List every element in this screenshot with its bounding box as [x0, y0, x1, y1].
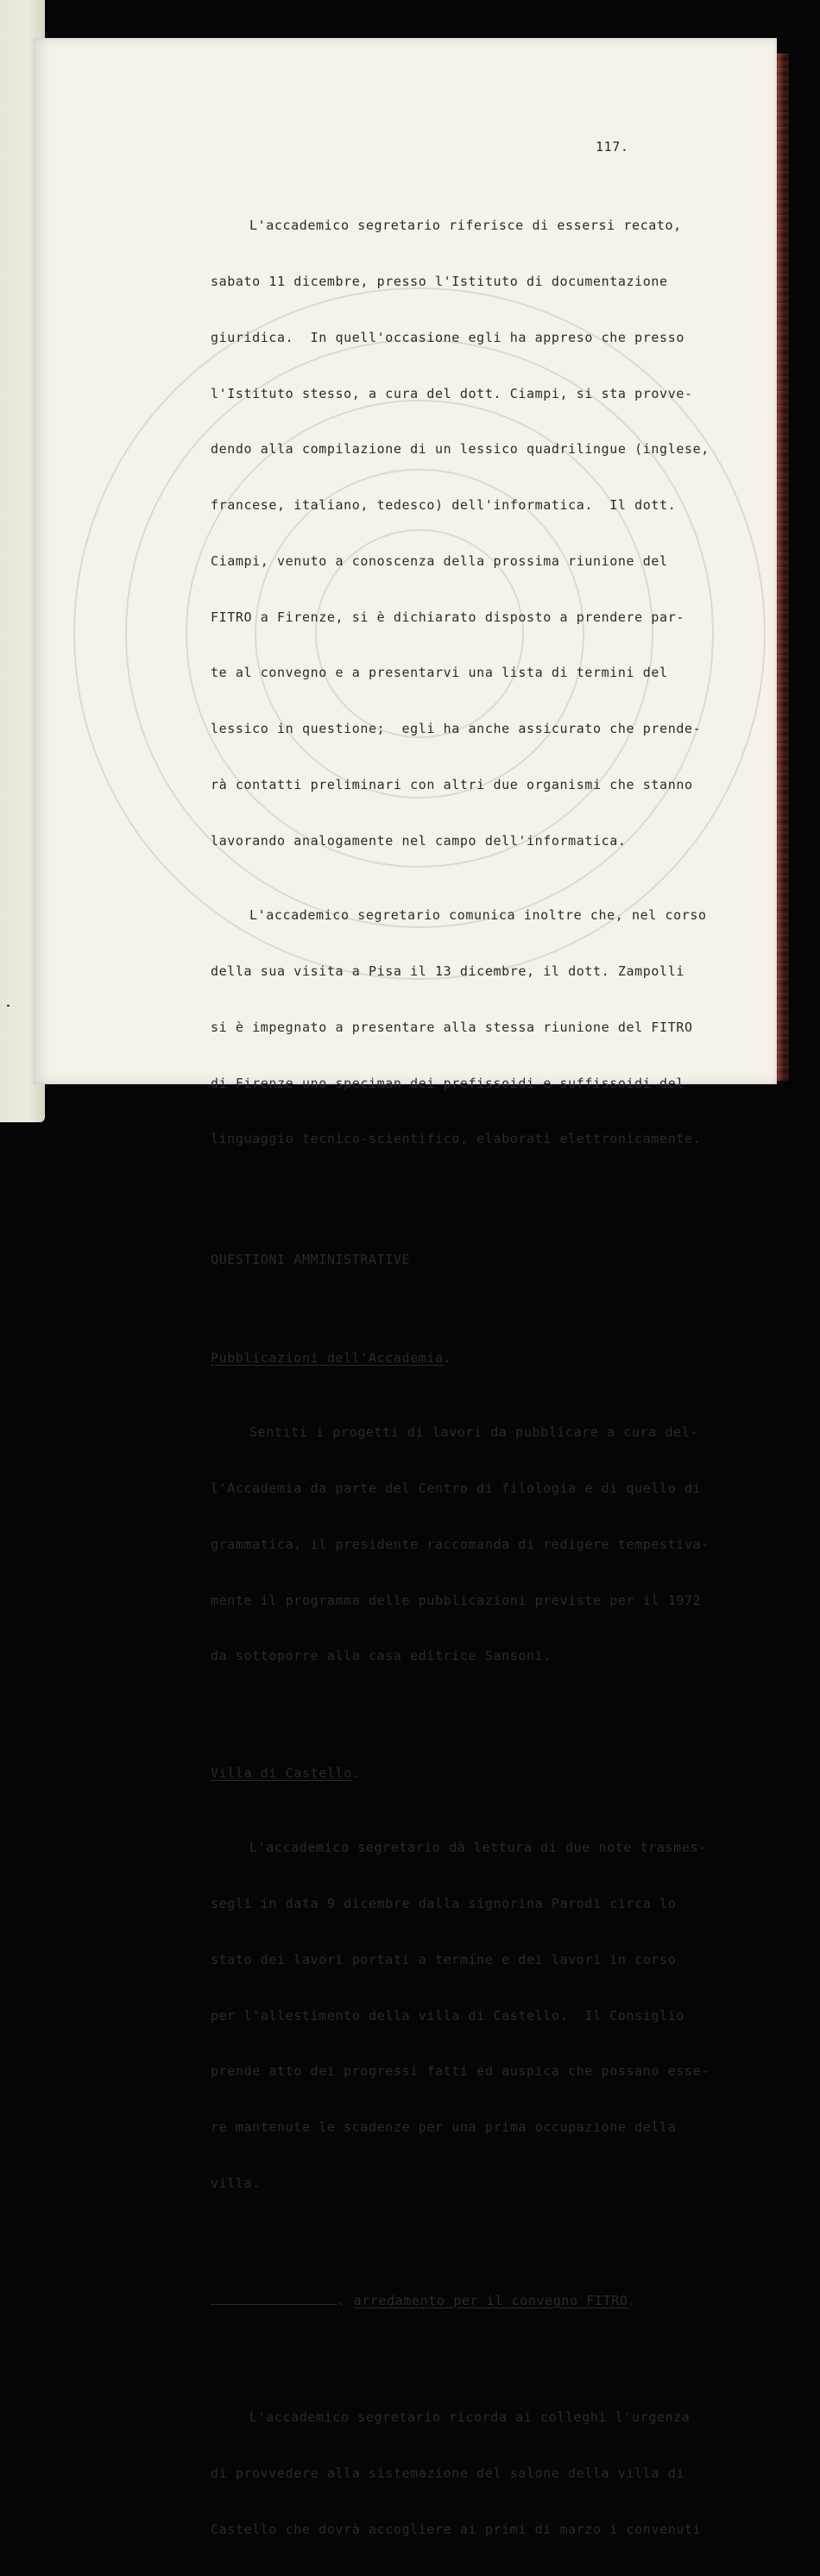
text-line: l'Accademia da parte del Centro di filologia e di quello di: [211, 1480, 702, 1496]
page-number: 117.: [596, 139, 629, 155]
text-line: lavorando analogamente nel campo dell'informatica.: [211, 832, 627, 849]
text-line: di Firenze uno speciman dei prefissoidi e suffissoidi del: [211, 1075, 684, 1091]
subheading-punct: .: [443, 1349, 452, 1366]
subheading-villa: [211, 1765, 710, 1784]
text-line: l'Istituto stesso, a cura del dott. Ciampi, si sta provve-: [211, 385, 693, 401]
subheading-text: arredamento per il convegno FITRO: [353, 2292, 628, 2308]
subheading-text: Villa di Castello: [211, 1765, 352, 1781]
text-line: di provvedere alla sistemazione del salone della villa di: [211, 2465, 684, 2481]
text-line: mente il programma delle pubblicazioni previste per il 1972: [211, 1592, 702, 1608]
text-line: giuridica. In quell'occasione egli ha appreso che presso: [211, 329, 684, 345]
document-page: [33, 38, 777, 2537]
text-line: per l'allestimento della villa di Castello. Il Consiglio: [211, 2007, 684, 2024]
subheading-punct: .: [628, 2292, 637, 2308]
text-line: te al convegno e a presentarvi una lista di termini del: [211, 665, 668, 681]
text-line: rà contatti preliminari con altri due organismi che stanno: [211, 777, 693, 792]
text-line: re mantenute le scadenze per una prima occupazione della: [211, 2119, 677, 2136]
text-line: L'accademico segretario comunica inoltre che, nel corso: [249, 907, 707, 924]
text-line: si è impegnato a presentare alla stessa riunione del FITRO: [211, 1019, 693, 1035]
blank-rule: [211, 2292, 337, 2305]
text-line: prende atto dei progressi fatti ed auspica che possano esse-: [211, 2063, 710, 2080]
text-line: dendo alla compilazione di un lessico quadrilingue (inglese,: [211, 441, 710, 458]
text-line: da sottoporre alla casa editrice Sansoni.: [211, 1648, 552, 1664]
body-text: [211, 180, 710, 2576]
subheading-furnishing: [211, 2292, 710, 2311]
subheading-punct: .: [351, 1765, 361, 1781]
text-line: linguaggio tecnico-scientifico, elaborati elettronicamente.: [211, 1131, 702, 1147]
text-line: Sentiti i progetti di lavori da pubblicare a cura del-: [249, 1424, 699, 1441]
text-line: villa.: [211, 2175, 261, 2191]
ink-mark: [7, 1005, 9, 1007]
text-line: grammatica, il presidente raccomanda di redigere tempestiva-: [211, 1536, 710, 1552]
text-line: francese, italiano, tedesco) dell'informatica. Il dott.: [211, 497, 677, 514]
section-heading: QUESTIONI AMMINISTRATIVE: [211, 1251, 411, 1267]
text-line: FITRO a Firenze, si è dichiarato disposto a prendere par-: [211, 609, 684, 625]
text-line: Castello che dovrà accogliere ai primi di marzo i convenuti: [211, 2521, 702, 2537]
text-line: stato dei lavori portati a termine e dei lavori in corso: [211, 1951, 677, 1967]
subheading-publications: [211, 1349, 710, 1368]
text-line: lessico in questione; egli ha anche assicurato che prende-: [211, 721, 702, 737]
text-line: Ciampi, venuto a conoscenza della prossima riunione del: [211, 552, 668, 569]
text-line: sabato 11 dicembre, presso l'Istituto di documentazione: [211, 273, 668, 289]
text-line: L'accademico segretario ricorda ai colleghi l'urgenza: [249, 2409, 691, 2426]
text-line: segli in data 9 dicembre dalla signorina Parodi circa lo: [211, 1896, 677, 1912]
text-line: L'accademico segretario dà lettura di due note trasmes-: [249, 1840, 707, 1856]
subheading-punct: .: [337, 2292, 345, 2308]
text-line: della sua visita a Pisa il 13 dicembre, il dott. Zampolli: [211, 963, 684, 979]
subheading-text: Pubblicazioni dell'Accademia: [211, 1349, 444, 1366]
text-line: L'accademico segretario riferisce di essersi recato,: [249, 218, 682, 234]
